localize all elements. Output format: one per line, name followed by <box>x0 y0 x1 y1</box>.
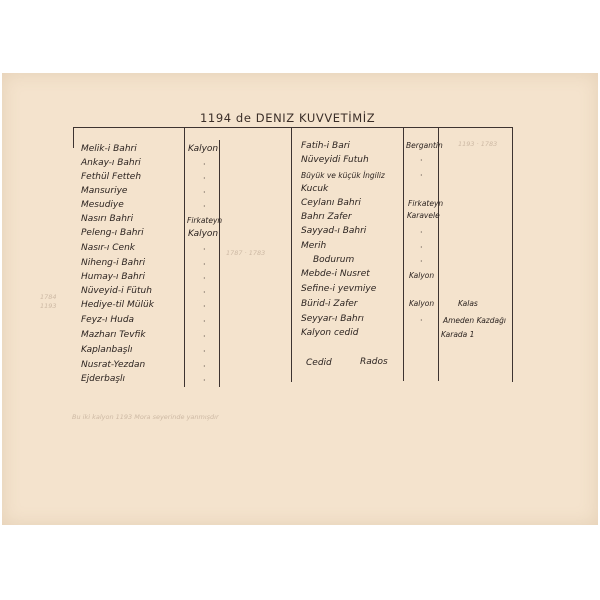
ditto-mark: · <box>420 257 423 266</box>
note-ameden: Ameden Kazdağı <box>443 316 506 325</box>
left-name: Fethül Fetteh <box>81 172 142 182</box>
left-name: Humay-ı Bahri <box>81 272 145 282</box>
right-name: Seyyar-ı Bahrı <box>301 314 364 324</box>
ditto-mark: · <box>203 332 206 341</box>
left-type-kalyon: Kalyon <box>188 144 219 154</box>
right-name: Nüveyidi Futuh <box>301 155 369 165</box>
left-name: Peleng-ı Bahri <box>81 228 144 238</box>
ditto-mark: · <box>203 260 206 269</box>
faint-note: 1193 · 1783 <box>458 140 498 148</box>
right-name: Merih <box>301 241 327 251</box>
ditto-mark: · <box>203 302 206 311</box>
right-name: Bürid-i Zafer <box>301 299 358 309</box>
right-type-kalyon: Kalyon <box>409 299 435 308</box>
ditto-mark: · <box>203 376 206 385</box>
paper-sheet <box>2 73 598 525</box>
right-name: Ceylanı Bahri <box>301 198 361 208</box>
ditto-mark: · <box>203 362 206 371</box>
table-divider-center <box>291 127 292 382</box>
left-name: Nüveyid-i Fütuh <box>81 286 152 296</box>
left-name: Mesudiye <box>81 200 124 210</box>
right-name: Sayyad-ı Bahri <box>301 226 367 236</box>
left-name: Kaplanbaşlı <box>81 345 133 355</box>
note-karada: Karada 1 <box>441 330 475 339</box>
right-name: Kucuk <box>301 184 329 194</box>
table-top-rule <box>73 127 513 128</box>
left-name: Nasır-ı Cenk <box>81 243 135 253</box>
right-name: Bahrı Zafer <box>301 212 352 222</box>
left-name: Nasırı Bahri <box>81 214 134 224</box>
page-title: 1194 de DENIZ KUVVETİMİZ <box>200 111 376 125</box>
right-name: Kalyon cedid <box>301 328 359 338</box>
left-name: Feyz-ı Huda <box>81 315 135 325</box>
ditto-mark: · <box>420 243 423 252</box>
faint-note: Bu iki kalyon 1193 Mora seyerinde yanmışdır <box>72 413 219 421</box>
faint-note: 1787 · 1783 <box>226 249 266 257</box>
right-name: Fatih-i Bari <box>301 141 350 151</box>
right-name: Büyük ve küçük İngiliz <box>301 171 385 180</box>
right-name: Mebde-i Nusret <box>301 269 370 279</box>
ditto-mark: · <box>203 274 206 283</box>
left-name: Melik-i Bahri <box>81 144 137 154</box>
ditto-mark: · <box>420 171 423 180</box>
ditto-mark: · <box>203 160 206 169</box>
right-type-firkateyn: Firkateyn <box>408 199 444 208</box>
table-divider-4 <box>403 128 404 381</box>
left-name: Nusrat-Yezdan <box>81 360 146 370</box>
right-type-bergantin: Bergantin <box>406 141 443 150</box>
table-right-rule <box>512 127 513 382</box>
left-name: Mansuriye <box>81 186 128 196</box>
faint-note: 1784 <box>40 293 57 301</box>
ditto-mark: · <box>203 188 206 197</box>
ditto-mark: · <box>203 202 206 211</box>
ditto-mark: · <box>420 316 423 325</box>
table-divider-1 <box>184 127 185 387</box>
ditto-mark: · <box>203 288 206 297</box>
faint-note: 1193 <box>40 302 57 310</box>
right-type-kalyon: Kalyon <box>409 271 435 280</box>
right-name-cedid: Cedid <box>306 358 332 368</box>
ditto-mark: · <box>203 347 206 356</box>
ditto-mark: · <box>203 245 206 254</box>
right-type-karavele: Karavele <box>407 211 440 220</box>
left-name: Mazharı Tevfik <box>81 330 146 340</box>
ditto-mark: · <box>420 156 423 165</box>
table-divider-2 <box>219 140 220 387</box>
left-type-kalyon: Kalyon <box>188 229 219 239</box>
right-name: Bodurum <box>313 255 355 265</box>
right-name-rados: Rados <box>360 357 388 367</box>
left-name: Ankay-ı Bahri <box>81 158 141 168</box>
left-name: Niheng-i Bahri <box>81 258 146 268</box>
table-divider-5 <box>438 128 439 381</box>
left-name: Ejderbaşlı <box>81 374 126 384</box>
table-left-rule <box>73 127 74 148</box>
ditto-mark: · <box>203 317 206 326</box>
ditto-mark: · <box>203 174 206 183</box>
left-name: Hediye-til Mülük <box>81 300 154 310</box>
ditto-mark: · <box>420 228 423 237</box>
note-kalas: Kalas <box>458 299 478 308</box>
left-type-firkateyn: Firkateyn <box>187 216 223 225</box>
right-name: Sefine-i yevmiye <box>301 284 377 294</box>
